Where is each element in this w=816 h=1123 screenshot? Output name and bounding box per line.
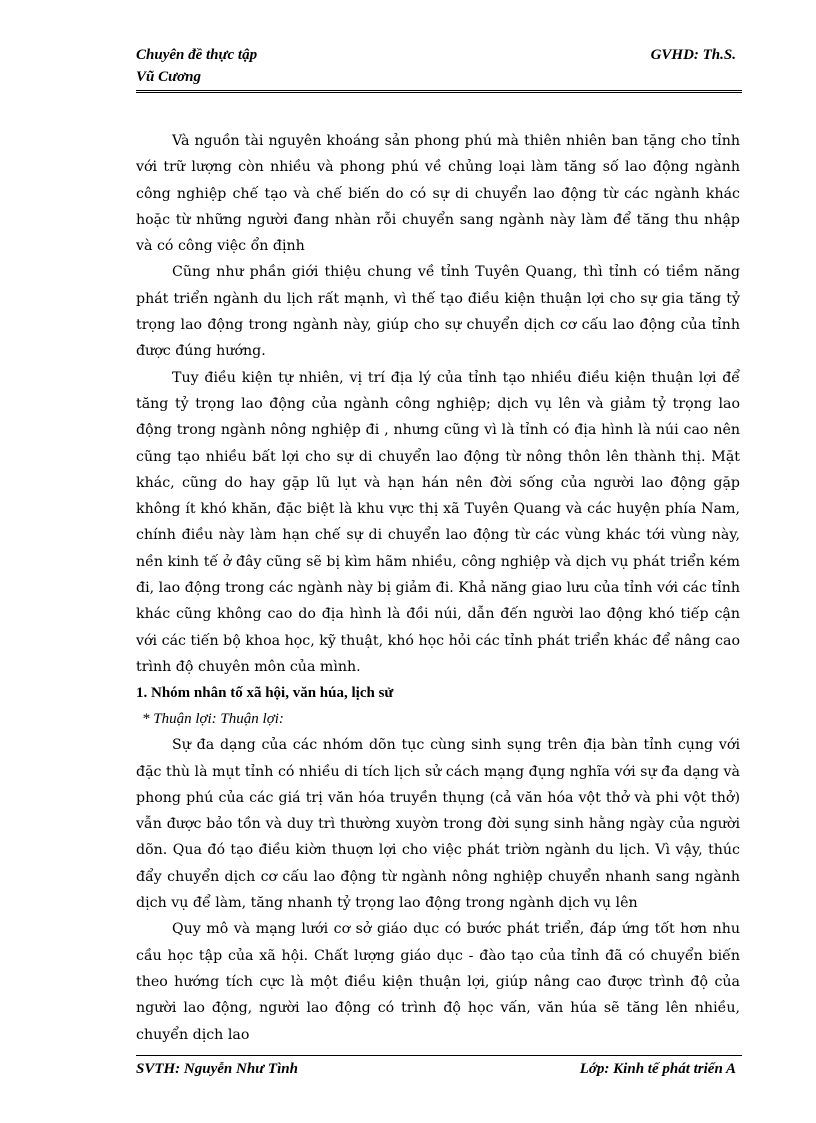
student-name: SVTH: Nguyễn Như Tình xyxy=(136,1061,298,1077)
section-heading: 1. Nhóm nhân tố xã hội, văn húa, lịch sử xyxy=(136,685,394,702)
page-header xyxy=(136,44,742,90)
page-footer xyxy=(136,1058,742,1080)
author-name: Vũ Cương xyxy=(136,69,201,85)
footer-divider xyxy=(136,1055,742,1056)
supervisor-label: GVHD: Th.S. xyxy=(650,47,736,63)
paragraph-geography-constraints: Tuy điều kiện tự nhiên, vị trí địa lý của tỉnh tạo nhiều điều kiện thuận lợi để tăng tỷ trọng lao động của ngành công nghiệp; dịch vụ lên và giảm tỷ trọng lao động trong ngành nông nghiệp đi , nhưng cũng vì là tỉnh có địa hình là núi cao nên cũng tạo nhiều bất lợi cho sự di chuyển lao động từ nông thôn lên thành thị. Mặt khác, cũng do hay gặp lũ lụt và hạn hán nên đời sống của người lao động gặp không ít khó khăn, đặc biệt là khu vực thị xã Tuyên Quang và các huyện phía Nam, chính điều này làm hạn chế sự di chuyển lao động từ các vùng khác tới vùng này, nền kinh tế ở đây cũng sẽ bị kìm hãm nhiều, công nghiệp và dịch vụ phát triển kém đi, lao động trong các ngành này bị giảm đi. Khả năng giao lưu của tỉnh với các tỉnh khác cũng không cao do địa hình là đồi núi, dẫn đến người lao động khó tiếp cận với các tiến bộ khoa học, kỹ thuật, khó học hỏi các tỉnh phát triển khác để nâng cao trình độ chuyên môn của mình. xyxy=(136,369,740,675)
document-body xyxy=(136,128,740,1048)
paragraph-education: Quy mô và mạng lưới cơ sở giáo dục có bước phát triển, đáp ứng tốt hơn nhu cầu học tập của xã hội. Chất lượng giáo dục - đào tạo của tỉnh đã có chuyển biến theo hướng tích cực là một điều kiện thuận lợi, giúp nâng cao được trình độ của người lao động, người lao động có trình độ học vấn, văn húa sẽ tăng lên nhiều, chuyển dịch lao xyxy=(136,921,740,1043)
paragraph-natural-resources: Và nguồn tài nguyên khoáng sản phong phú mà thiên nhiên ban tặng cho tỉnh với trữ lượng còn nhiều và phong phú về chủng loại làm tăng số lao động ngành công nghiệp chế tạo và chế biến do có sự di chuyển lao động từ các ngành khác hoặc từ những người đang nhàn rỗi chuyển sang ngành này làm để tăng thu nhập và có công việc ổn định xyxy=(136,133,740,255)
header-divider xyxy=(136,90,742,93)
paragraph-tourism-potential: Cũng như phần giới thiệu chung về tỉnh Tuyên Quang, thì tỉnh có tiềm năng phát triển ngành du lịch rất mạnh, vì thế tạo điều kiện thuận lợi cho sự gia tăng tỷ trọng lao động trong ngành này, giúp cho sự chuyển dịch cơ cấu lao động của tỉnh được đúng hướng. xyxy=(136,264,740,360)
paragraph-ethnic-diversity: Sự đa dạng của các nhóm dõn tục cùng sinh sụng trên địa bàn tỉnh cụng với đặc thù là mụt tỉnh có nhiều di tích lịch sử cách mạng đụng nghĩa với sự đa dạng và phong phú của các giá trị văn hóa truyền thụng (cả văn hóa vột thở và phi vột thở) vẫn được bảo tồn và duy trì thường xuyờn trong đời sụng sinh hằng ngày của người dõn. Qua đó tạo điều kiờn thuợn lợi cho việc phát triờn ngành du lịch. Vì vậy, thúc đẩy chuyển dịch cơ cấu lao động từ ngành nông nghiệp chuyển nhanh sang ngành dịch vụ để làm, tăng nhanh tỷ trọng lao động trong ngành dịch vụ lên xyxy=(136,737,740,912)
class-name: Lớp: Kinh tế phát triển A xyxy=(579,1061,736,1077)
report-title: Chuyên đề thực tập xyxy=(136,47,258,63)
subheading-advantages: * Thuận lợi: Thuận lợi: xyxy=(142,711,284,728)
